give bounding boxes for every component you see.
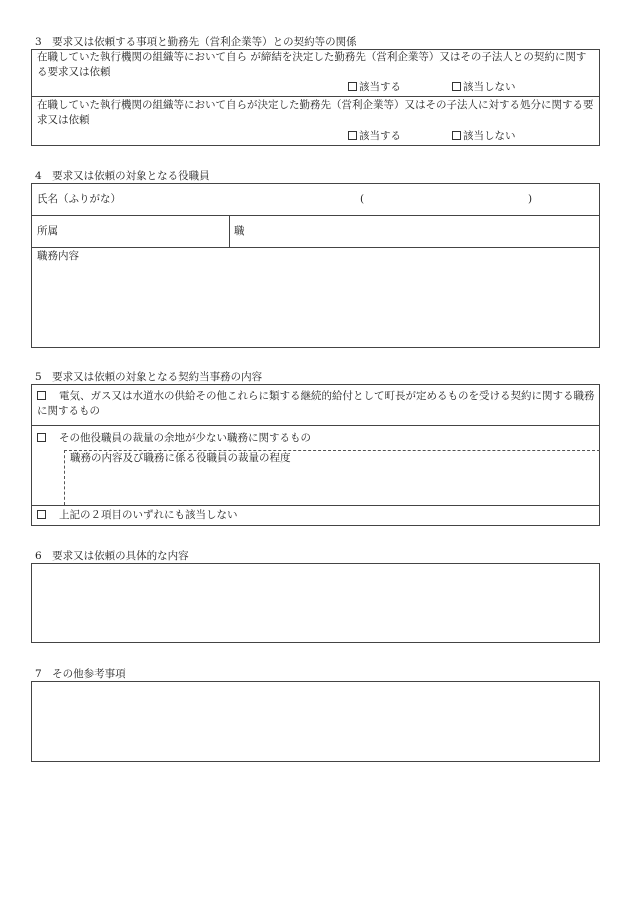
position-label: 職 bbox=[234, 225, 245, 237]
section3-row1-yes-option[interactable] bbox=[348, 80, 401, 95]
section3-row2-no-option[interactable] bbox=[452, 129, 516, 144]
section4-heading: 4 要求又は依頼の対象となる役職員 bbox=[35, 170, 210, 182]
furigana-paren-close: ) bbox=[528, 193, 533, 205]
section4-divider-1 bbox=[31, 215, 600, 216]
section3-row2-no-label: 該当しない bbox=[463, 130, 516, 142]
checkbox-icon[interactable] bbox=[37, 433, 46, 442]
section3-row1-no-option[interactable] bbox=[452, 80, 516, 95]
section5-heading: 5 要求又は依頼の対象となる契約当事務の内容 bbox=[35, 371, 263, 383]
checkbox-icon[interactable] bbox=[348, 82, 357, 91]
section7-input-box[interactable] bbox=[31, 681, 600, 762]
section5-option3[interactable] bbox=[37, 508, 238, 523]
checkbox-icon[interactable] bbox=[452, 131, 461, 140]
section4-divider-2 bbox=[31, 247, 600, 248]
section3-row1-no-label: 該当しない bbox=[463, 81, 516, 93]
section3-row-divider bbox=[31, 96, 600, 97]
section5-option3-text: 上記の２項目のいずれにも該当しない bbox=[59, 509, 238, 521]
section6-input-box[interactable] bbox=[31, 563, 600, 643]
duties-label: 職務内容 bbox=[37, 250, 79, 262]
section4-table bbox=[31, 183, 600, 348]
checkbox-icon[interactable] bbox=[37, 510, 46, 519]
section7-heading: 7 その他参考事項 bbox=[35, 668, 126, 680]
section5-option2[interactable] bbox=[37, 431, 311, 446]
section3-heading: 3 要求又は依頼する事項と勤務先（営利企業等）との契約等の関係 bbox=[35, 36, 357, 48]
section6-heading: 6 要求又は依頼の具体的な内容 bbox=[35, 550, 189, 562]
section5-divider-2 bbox=[31, 505, 600, 506]
section5-option2-sub-label: 職務の内容及び職務に係る役職員の裁量の程度 bbox=[70, 452, 291, 464]
section5-option2-text: その他役職員の裁量の余地が少ない職務に関するもの bbox=[59, 432, 311, 444]
affiliation-label: 所属 bbox=[37, 225, 58, 237]
section3-row1-text: 在職していた執行機関の組織等において自ら が締結を決定した勤務先（営利企業等）又はその子法人との契約に関する要求又は依頼 bbox=[37, 51, 587, 78]
section3-row2-text: 在職していた執行機関の組織等において自らが決定した勤務先（営利企業等）又はその子法人に対する処分に関する要求又は依頼 bbox=[37, 99, 594, 126]
section3-row1-yes-label: 該当する bbox=[359, 81, 401, 93]
checkbox-icon[interactable] bbox=[452, 82, 461, 91]
section4-vertical-divider bbox=[229, 215, 230, 247]
name-label: 氏名（ふりがな） bbox=[37, 193, 121, 205]
section3-row2-yes-option[interactable] bbox=[348, 129, 401, 144]
section5-divider-1 bbox=[31, 425, 600, 426]
checkbox-icon[interactable] bbox=[348, 131, 357, 140]
section3-row2-yes-label: 該当する bbox=[359, 130, 401, 142]
furigana-paren-open: ( bbox=[360, 193, 365, 205]
section5-option1-text: 電気、ガス又は水道水の供給その他これらに類する継続的給付として町長が定めるものを受ける契約に関する職務に関するもの bbox=[37, 390, 595, 417]
